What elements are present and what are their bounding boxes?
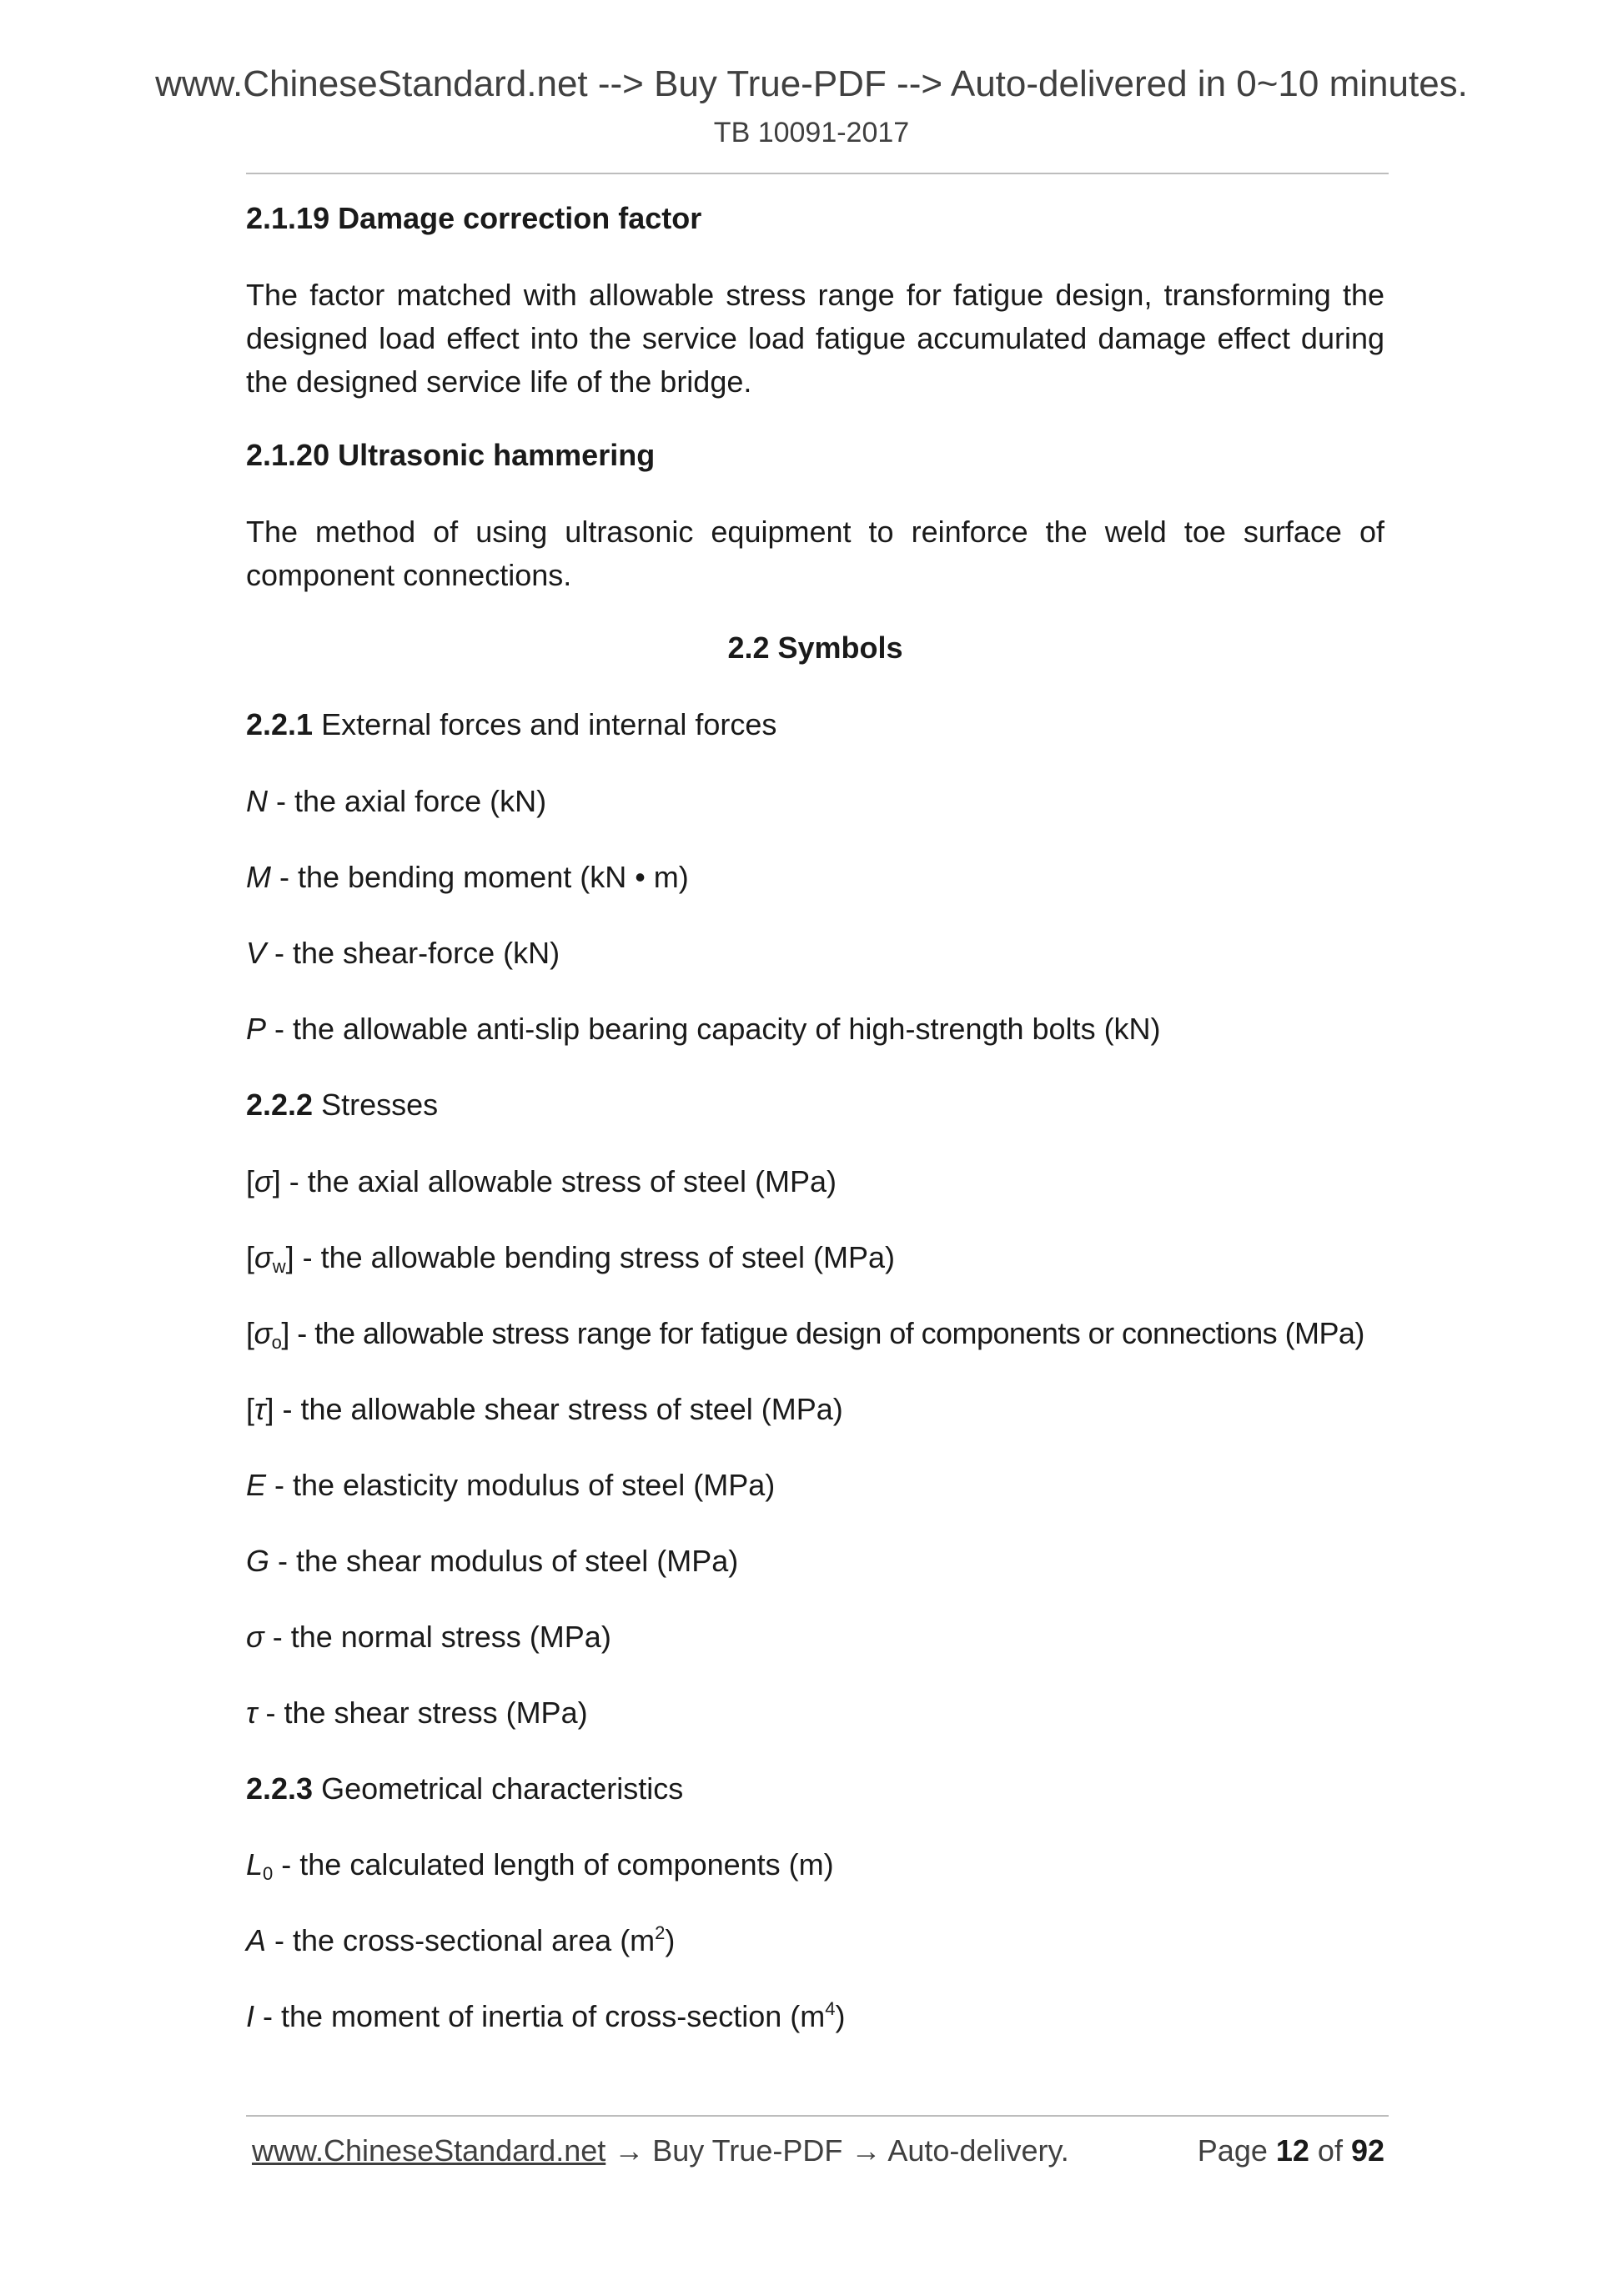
footer-buy-text: Buy True-PDF bbox=[652, 2133, 843, 2168]
bracket-close: ] bbox=[285, 1240, 294, 1274]
footer-link[interactable]: www.ChineseStandard.net bbox=[252, 2133, 606, 2168]
symbol-item bbox=[246, 1999, 846, 2034]
footer-delivery-text: Auto-delivery. bbox=[887, 2133, 1069, 2168]
symbol-item bbox=[246, 860, 689, 895]
header-banner: www.ChineseStandard.net --> Buy True-PDF --> Auto-delivered in 0~10 minutes. bbox=[155, 63, 1468, 104]
symbol-description: - the allowable anti-slip bearing capacity of high-strength bolts (kN) bbox=[266, 1012, 1161, 1046]
symbol: G bbox=[246, 1544, 270, 1578]
symbol: V bbox=[246, 936, 267, 970]
arrow-icon: → bbox=[842, 2133, 888, 2168]
symbol: A bbox=[246, 1923, 267, 1957]
footer-promo bbox=[252, 2133, 1069, 2168]
section-2-1-20-title: 2.1.20 Ultrasonic hammering bbox=[246, 438, 656, 472]
of-label: of bbox=[1309, 2133, 1351, 2168]
symbol: σ bbox=[254, 1316, 272, 1350]
document-number: TB 10091-2017 bbox=[713, 117, 910, 148]
bracket-open: [ bbox=[246, 1164, 255, 1198]
subsection-number: 2.2.3 bbox=[246, 1771, 314, 1806]
page-indicator bbox=[1184, 2133, 1384, 2168]
symbol-description: - the axial allowable stress of steel (MPa) bbox=[280, 1164, 837, 1198]
subsection-label: Geometrical characteristics bbox=[321, 1771, 684, 1806]
section-2-1-19-title: 2.1.19 Damage correction factor bbox=[246, 201, 702, 235]
symbol-description: - the shear stress (MPa) bbox=[257, 1696, 588, 1730]
paren-close: ) bbox=[835, 1999, 846, 2033]
bracket-close: ] bbox=[265, 1392, 274, 1426]
symbol-description: - the allowable stress range for fatigue design of components or connections (MPa) bbox=[289, 1316, 1364, 1350]
total-pages: 92 bbox=[1350, 2133, 1384, 2168]
symbol-item bbox=[246, 1696, 588, 1731]
unit-superscript: 4 bbox=[825, 1998, 836, 2019]
symbol-subscript: o bbox=[271, 1332, 282, 1353]
symbol-subscript: w bbox=[272, 1256, 286, 1277]
symbol: σ bbox=[254, 1164, 273, 1198]
subsection-label: External forces and internal forces bbox=[321, 707, 777, 741]
page-label: Page bbox=[1197, 2133, 1276, 2168]
symbol-description: - the shear modulus of steel (MPa) bbox=[269, 1544, 739, 1578]
section-2-2-title: 2.2 Symbols bbox=[727, 631, 903, 665]
subsection-2-2-3 bbox=[246, 1771, 683, 1806]
symbol: I bbox=[246, 1999, 255, 2033]
symbol-description: - the cross-sectional area (m bbox=[266, 1923, 656, 1957]
subsection-2-2-1 bbox=[246, 707, 776, 742]
symbol: σ bbox=[254, 1240, 273, 1274]
subsection-2-2-2 bbox=[246, 1088, 438, 1123]
bracket-open: [ bbox=[246, 1392, 255, 1426]
symbol-item bbox=[246, 1392, 843, 1427]
symbol-description: - the shear-force (kN) bbox=[266, 936, 560, 970]
footer-divider bbox=[246, 2115, 1389, 2117]
bracket-open: [ bbox=[246, 1240, 255, 1274]
symbol-item bbox=[246, 1240, 895, 1275]
symbol: M bbox=[246, 860, 271, 894]
symbol-description: - the allowable shear stress of steel (MPa) bbox=[274, 1392, 843, 1426]
symbol-item bbox=[246, 1847, 834, 1882]
header-divider bbox=[246, 173, 1389, 174]
symbol-description: - the calculated length of components (m) bbox=[273, 1847, 834, 1882]
bracket-close: ] bbox=[281, 1316, 289, 1350]
subsection-number: 2.2.2 bbox=[246, 1088, 314, 1122]
symbol-item bbox=[246, 1316, 1364, 1351]
symbol-description: - the axial force (kN) bbox=[268, 784, 547, 818]
symbol-item bbox=[246, 1544, 738, 1579]
symbol: P bbox=[246, 1012, 267, 1046]
symbol-item bbox=[246, 1923, 675, 1958]
page-number: 12 bbox=[1275, 2133, 1309, 2168]
section-2-1-19-text: The factor matched with allowable stress range for fatigue design, transforming the designed load effect into the service load fatigue accumulated damage effect during the designed service life of the bridge. bbox=[246, 278, 1384, 399]
subsection-label: Stresses bbox=[321, 1088, 439, 1122]
symbol-description: - the moment of inertia of cross-section (m bbox=[254, 1999, 826, 2033]
subsection-number: 2.2.1 bbox=[246, 707, 314, 741]
symbol-item bbox=[246, 936, 560, 971]
section-2-1-20-text: The method of using ultrasonic equipment to reinforce the weld toe surface of component connections. bbox=[246, 515, 1384, 592]
symbol-item bbox=[246, 1164, 837, 1199]
unit-superscript: 2 bbox=[655, 1922, 666, 1943]
symbol: N bbox=[246, 784, 268, 818]
bracket-close: ] bbox=[272, 1164, 281, 1198]
symbol-description: - the allowable bending stress of steel (MPa) bbox=[294, 1240, 895, 1274]
symbol-description: - the elasticity modulus of steel (MPa) bbox=[266, 1468, 776, 1502]
symbol-item bbox=[246, 1012, 1161, 1047]
symbol-item bbox=[246, 1620, 611, 1655]
symbol: σ bbox=[246, 1620, 264, 1654]
arrow-icon: → bbox=[605, 2133, 653, 2168]
symbol-item bbox=[246, 784, 546, 819]
symbol-description: - the bending moment (kN • m) bbox=[271, 860, 689, 894]
symbol: τ bbox=[254, 1392, 266, 1426]
symbol: L bbox=[246, 1847, 264, 1882]
symbol-subscript: 0 bbox=[263, 1863, 274, 1884]
symbol-item bbox=[246, 1468, 775, 1503]
symbol: τ bbox=[246, 1696, 258, 1730]
symbol: E bbox=[246, 1468, 267, 1502]
paren-close: ) bbox=[665, 1923, 676, 1957]
bracket-open: [ bbox=[246, 1316, 254, 1350]
symbol-description: - the normal stress (MPa) bbox=[264, 1620, 611, 1654]
